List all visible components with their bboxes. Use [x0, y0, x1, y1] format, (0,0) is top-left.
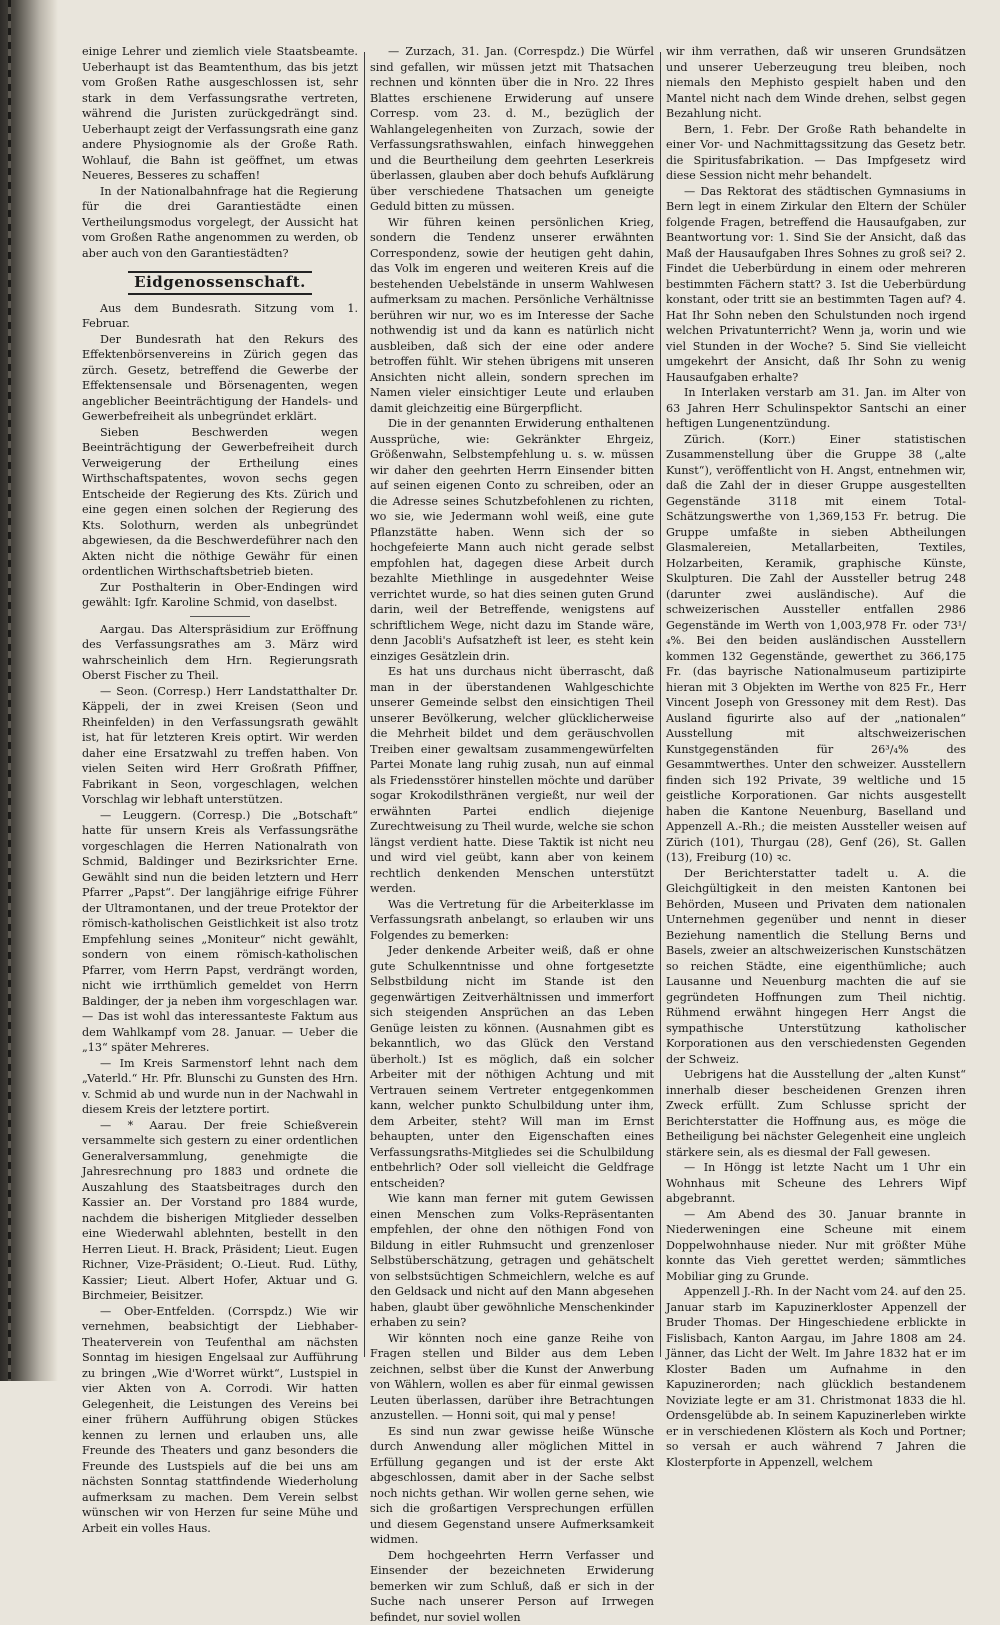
column-3 [666, 44, 966, 1372]
paragraph: Wir führen keinen persönlichen Krieg, sondern die Tendenz unserer erwähnten Correspondenz, sowie der heutigen geht dahin, das Volk im engeren und weiteren Kreis auf die bestehenden Uebelstände in unserm Wahlwesen aufmerksam zu machen. Persönliche Verhältnisse berühren wir nur, wo es im Interesse der Sache nothwendig ist und da kann es natürlich nicht ausbleiben, daß sich der eine oder andere betroffen fühlt. Wir stehen übrigens mit unseren Ansichten nicht allein, sondern sprechen im Namen vieler einsichtiger Leute und erlauben damit gleichzeitig eine Bürgerpflicht. [370, 215, 654, 417]
column-divider [364, 52, 365, 1357]
paragraph: In der Nationalbahnfrage hat die Regierung für die drei Garantiestädte einen Vertheilungsmodus vorgelegt, der Aussicht hat vom Großen Rathe angenommen zu werden, ob aber auch von den Garantiestädten? [82, 184, 358, 262]
paragraph: Dem hochgeehrten Herrn Verfasser und Einsender der bezeichneten Erwiderung bemerken wir zum Schluß, daß er sich in der Suche nach unserer Person auf Irrwegen befindet, nur soviel wollen [370, 1548, 654, 1625]
paragraph: — Das Rektorat des städtischen Gymnasiums in Bern legt in einem Zirkular den Eltern der Schüler folgende Fragen, betreffend die Hausaufgaben, zur Beantwortung vor: 1. Sind Sie der Ansicht, daß das Maß der Hausaufgaben Ihres Sohnes zu groß sei? 2. Findet die Ueberbürdung in einem oder mehreren bestimmten Fächern statt? 3. Ist die Ueberbürdung konstant, oder tritt sie an bestimmten Tagen auf? 4. Hat Ihr Sohn neben den Schulstunden noch irgend welchen Privatunterricht? Wenn ja, worin und wie viel Stunden in der Woche? 5. Sind Sie vielleicht umgekehrt der Ansicht, daß Ihr Sohn zu wenig Hausaufgaben erhalte? [666, 184, 966, 386]
separator-rule [190, 616, 250, 617]
newspaper-page [82, 44, 986, 1372]
paragraph: Wie kann man ferner mit gutem Gewissen einen Menschen zum Volks-Repräsentanten empfehlen, der ohne den nöthigen Fond von Bildung in eitler Ruhmsucht und grenzenloser Selbstüberschätzung, getragen und gehätschelt von selbstsüchtigen Schmeichlern, welche es auf den Geldsack und nicht auf den Mann abgesehen haben, glaubt über gewöhnliche Menschenkinder erhaben zu sein? [370, 1191, 654, 1331]
paragraph: — Seon. (Corresp.) Herr Landstatthalter Dr. Käppeli, der in zwei Kreisen (Seon und Rheinfelden) in den Verfassungsrath gewählt ist, hat für letzteren Kreis optirt. Wir werden daher eine Ersatzwahl zu treffen haben. Von vielen Seiten wird Herr Großrath Pfiffner, Fabrikant in Seon, vorgeschlagen, welchen Vorschlag wir lebhaft unterstützen. [82, 684, 358, 808]
paragraph: — In Höngg ist letzte Nacht um 1 Uhr ein Wohnhaus mit Scheune des Lehrers Wipf abgebrannt. [666, 1160, 966, 1207]
paragraph: Uebrigens hat die Ausstellung der „alten Kunst“ innerhalb dieser bescheidenen Grenzen ihren Zweck erfüllt. Zum Schlusse spricht der Berichterstatter die Hoffnung aus, es möge die Betheiligung bei nächster Gelegenheit eine ungleich stärkere sein, als es diesmal der Fall gewesen. [666, 1067, 966, 1160]
paragraph: — Im Kreis Sarmenstorf lehnt nach dem „Vaterld.“ Hr. Pfr. Blunschi zu Gunsten des Hrn. v. Schmid ab und wurde nun in der Nachwahl in diesem Kreis der letztere portirt. [82, 1056, 358, 1118]
paragraph: — Am Abend des 30. Januar brannte in Niederweningen eine Scheune mit einem Doppelwohnhause nieder. Nur mit größter Mühe konnte das Vieh gerettet werden; sämmtliches Mobiliar ging zu Grunde. [666, 1207, 966, 1285]
paragraph: In Interlaken verstarb am 31. Jan. im Alter von 63 Jahren Herr Schulinspektor Santschi an einer heftigen Lungenentzündung. [666, 385, 966, 432]
paragraph: einige Lehrer und ziemlich viele Staatsbeamte. Ueberhaupt ist das Beamtenthum, das bis jetzt vom Großen Rathe ausgeschlossen ist, sehr stark in dem Verfassungsrathe vertreten, während die Juristen zurückgedrängt sind. Ueberhaupt zeigt der Verfassungsrath eine ganz andere Physiognomie als der Große Rath. Wohlauf, die Bahn ist geöffnet, um etwas Neueres, Besseres zu schaffen! [82, 44, 358, 184]
paragraph: Zur Posthalterin in Ober-Endingen wird gewählt: Igfr. Karoline Schmid, von daselbst. [82, 580, 358, 611]
section-heading-wrap [82, 271, 358, 295]
paragraph: Appenzell J.-Rh. In der Nacht vom 24. auf den 25. Januar starb im Kapuzinerkloster Appenzell der Bruder Thomas. Der Hingeschiedene erblickte in Fislisbach, Kanton Aargau, im Jahre 1808 am 24. Jänner, das Licht der Welt. Im Jahre 1832 hat er im Kloster Baden um Aufnahme in den Kapuzinerorden; nach glücklich bestandenem Noviziate legte er am 31. Christmonat 1833 die hl. Ordensgelübde ab. In seinem Kapuzinerleben wirkte er in verschiedenen Klöstern als Koch und Portner; so versah er auch während 7 Jahren die Klosterpforte in Appenzell, welchem [666, 1284, 966, 1470]
paragraph: Die in der genannten Erwiderung enthaltenen Aussprüche, wie: Gekränkter Ehrgeiz, Größenwahn, Selbstempfehlung u. s. w. müssen wir daher den geehrten Herrn Einsender bitten auf seinen eigenen Conto zu schreiben, oder an die Adresse seines Schutzbefohlenen zu richten, wo sie, wie Jedermann wohl weiß, eine gute Pflanzstätte haben. Wenn sich der so hochgefeierte Mann auch nicht gerade selbst empfohlen hat, dagegen diese Arbeit durch bezahlte Miethlinge in ausgedehnter Weise verrichtet wurde, so hat dies seinen guten Grund darin, weil der Betreffende, wenigstens auf schriftlichem Wege, nicht dazu im Stande wäre, denn Jacobli's Aufsatzheft ist leer, es steht kein einziges Gesätzlein drin. [370, 416, 654, 664]
paragraph: — Leuggern. (Corresp.) Die „Botschaft“ hatte für unsern Kreis als Verfassungsräthe vorgeschlagen die Herren Nationalrath von Schmid, Baldinger und Bezirksrichter Erne. Gewählt sind nun die beiden letztern und Herr Pfarrer „Papst“. Der langjährige eifrige Führer der Ultramontanen, und der treue Protektor der römisch-katholischen Geistlichkeit ist also trotz Empfehlung seines „Moniteur“ nicht gewählt, sondern von einem römisch-katholischen Pfarrer, vom Herrn Papst, verdrängt worden, nicht wie irrthümlich gemeldet von Herrn Baldinger, der ja neben ihm vorgeschlagen war. — Das ist wohl das interessanteste Faktum aus dem Wahlkampf vom 28. Januar. — Ueber die „13“ später Mehreres. [82, 808, 358, 1056]
paragraph: Der Berichterstatter tadelt u. A. die Gleichgültigkeit in den meisten Kantonen bei Behörden, Museen und Privaten dem nationalen Unternehmen gegenüber und nennt in dieser Beziehung namentlich die Stellung Berns und Basels, zweier an altschweizerischen Kunstschätzen so reichen Städte, eine eigenthümliche; auch Lausanne und Neuenburg machten die auf sie gegründeten Hoffnungen zum Theil nichtig. Rühmend erwähnt hingegen Herr Angst die sympathische Unterstützung katholischer Korporationen aus den verschiedensten Gegenden der Schweiz. [666, 866, 966, 1068]
paragraph: Jeder denkende Arbeiter weiß, daß er ohne gute Schulkenntnisse und ohne fortgesetzte Selbstbildung nicht im Stande ist den gegenwärtigen Zeitverhältnissen und immerfort sich steigenden Ansprüchen an das Leben Genüge leisten zu können. (Ausnahmen gibt es bekanntlich, wo das Glück den Verstand überholt.) Ist es möglich, daß ein solcher Arbeiter mit der nöthigen Achtung und mit Vertrauen seinem Vertreter entgegenkommen kann, welcher punkto Schulbildung unter ihm, dem Arbeiter, steht? Will man im Ernst behaupten, unter den Eigenschaften eines Verfassungsraths-Mitgliedes sei die Schulbildung entbehrlich? Oder soll vielleicht die Geldfrage entscheiden? [370, 943, 654, 1191]
section-heading: Eidgenossenschaft. [128, 271, 312, 295]
paragraph: — Ober-Entfelden. (Corrspdz.) Wie wir vernehmen, beabsichtigt der Liebhaber-Theaterverein von Teufenthal am nächsten Sonntag im hiesigen Engelsaal zur Aufführung zu bringen „Wie d'Worret würkt“, Lustspiel in vier Akten von A. Corrodi. Wir hatten Gelegenheit, die Leistungen des Vereins bei einer frühern Aufführung obigen Stückes kennen zu lernen und erlauben uns, alle Freunde des Theaters und ganz besonders die Freunde des Lustspiels auf die bei uns am nächsten Sonntag stattfindende Wiederholung aufmerksam zu machen. Dem Verein selbst wünschen wir von Herzen fur seine Mühe und Arbeit ein volles Haus. [82, 1304, 358, 1537]
column-2 [370, 44, 654, 1372]
paragraph: Aus dem Bundesrath. Sitzung vom 1. Februar. [82, 301, 358, 332]
paragraph: Zürich. (Korr.) Einer statistischen Zusammenstellung über die Gruppe 38 („alte Kunst“), veröffentlicht von H. Angst, entnehmen wir, daß die Zahl der in dieser Gruppe ausgestellten Gegenstände 3118 mit einem Total-Schätzungswerthe von 1,369,153 Fr. betrug. Die Gruppe umfaßte in sieben Abtheilungen Glasmalereien, Metallarbeiten, Textiles, Holzarbeiten, Keramik, graphische Künste, Skulpturen. Die Zahl der Aussteller betrug 248 (darunter zwei ausländische). Auf die schweizerischen Aussteller entfallen 2986 Gegenstände im Werth von 1,003,978 Fr. oder 73¹/₄%. Bei den beiden ausländischen Ausstellern kommen 132 Gegenstände, gewerthet zu 366,175 Fr. (das bayrische Nationalmuseum partizipirte hieran mit 3 Objekten im Werthe von 825 Fr., Herr Vincent Joseph von Gressoney mit dem Rest). Das Ausland figurirte also auf der „nationalen“ Ausstellung mit altschweizerischen Kunstgegenständen für 26³/₄% des Gesammtwerthes. Unter den schweizer. Ausstellern finden sich 192 Private, 39 weltliche und 15 geistliche Korporationen. Gar nichts ausgestellt haben die Kantone Neuenburg, Baselland und Appenzell A.-Rh.; die meisten Aussteller weisen auf Zürich (101), Thurgau (28), Genf (26), St. Gallen (13), Freiburg (10) ꝛc. [666, 432, 966, 866]
paragraph: Es hat uns durchaus nicht überrascht, daß man in der überstandenen Wahlgeschichte unserer Gemeinde selbst den einsichtigen Theil unserer Bevölkerung, welcher glücklicherweise die Mehrheit bildet und dem geräuschvollen Treiben einer gewaltsam zusammengewürfelten Partei Monate lang ruhig zusah, nun auf einmal als Friedensstörer hinstellen möchte und darüber sogar Krokodilsthränen vergießt, nur weil der erwähnten Partei endlich diejenige Zurechtweisung zu Theil wurde, welche sie schon längst verdient hatte. Diese Taktik ist nicht neu und wird viel geübt, kann aber von keinem rechtlich denkenden Menschen unterstützt werden. [370, 664, 654, 897]
column-1 [82, 44, 358, 1372]
paragraph: — * Aarau. Der freie Schießverein versammelte sich gestern zu einer ordentlichen Generalversammlung, genehmigte die Jahresrechnung pro 1883 und ordnete die Auszahlung des Staatsbeitrages durch den Kassier an. Der Vorstand pro 1884 wurde, nachdem die bisherigen Mitglieder desselben eine Wiederwahl ablehnten, bestellt in den Herren Lieut. H. Brack, Präsident; Lieut. Eugen Richner, Vize-Präsident; O.-Lieut. Rud. Lüthy, Kassier; Lieut. Albert Hofer, Aktuar und G. Birchmeier, Beisitzer. [82, 1118, 358, 1304]
paragraph: wir ihm verrathen, daß wir unseren Grundsätzen und unserer Ueberzeugung treu bleiben, noch niemals den Mephisto gespielt haben und den Mantel nicht nach dem Winde drehen, selbst gegen Bezahlung nicht. [666, 44, 966, 122]
book-binding-edge [0, 0, 58, 1381]
paragraph: Was die Vertretung für die Arbeiterklasse im Verfassungsrath anbelangt, so erlauben wir uns Folgendes zu bemerken: [370, 897, 654, 944]
paragraph: Der Bundesrath hat den Rekurs des Effektenbörsenvereins in Zürich gegen das zürch. Gesetz, betreffend die Gewerbe der Effektensensale und Börsenagenten, wegen angeblicher Beeinträchtigung der Handels- und Gewerbefreiheit als unbegründet erklärt. [82, 332, 358, 425]
column-divider [660, 52, 661, 1357]
paragraph: Wir könnten noch eine ganze Reihe von Fragen stellen und Bilder aus dem Leben zeichnen, selbst über die Kunst der Anwerbung von Wählern, wollen es aber für einmal gewissen Leuten überlassen, darüber ihre Betrachtungen anzustellen. — Honni soit, qui mal y pense! [370, 1331, 654, 1424]
paragraph: Aargau. Das Alterspräsidium zur Eröffnung des Verfassungsrathes am 3. März wird wahrscheinlich dem Hrn. Regierungsrath Oberst Fischer zu Theil. [82, 622, 358, 684]
paragraph: — Zurzach, 31. Jan. (Correspdz.) Die Würfel sind gefallen, wir müssen jetzt mit Thatsachen rechnen und könnten über die in Nro. 22 Ihres Blattes erschienene Erwiderung auf unsere Corresp. vom 23. d. M., bezüglich der Wahlangelegenheiten von Zurzach, sowie der Verfassungsrathswahlen, einfach hinweggehen und die Beurtheilung dem geehrten Leserkreis überlassen, glauben aber doch behufs Aufklärung über verschiedene Thatsachen um geneigte Geduld bitten zu müssen. [370, 44, 654, 215]
paragraph: Bern, 1. Febr. Der Große Rath behandelte in einer Vor- und Nachmittagssitzung das Gesetz betr. die Spiritusfabrikation. — Das Impfgesetz wird diese Session nicht mehr behandelt. [666, 122, 966, 184]
paragraph: Es sind nun zwar gewisse heiße Wünsche durch Anwendung aller möglichen Mittel in Erfüllung gegangen und ist der erste Akt abgeschlossen, damit aber in der Sache selbst noch nichts gethan. Wir wollen gerne sehen, wie sich die großartigen Versprechungen erfüllen und diesem Gegenstand unsere Aufmerksamkeit widmen. [370, 1424, 654, 1548]
paragraph: Sieben Beschwerden wegen Beeinträchtigung der Gewerbefreiheit durch Verweigerung der Ertheilung eines Wirthschaftspatentes, wovon sechs gegen Entscheide der Regierung des Kts. Zürich und eine gegen einen solchen der Regierung des Kts. Solothurn, werden als unbegründet abgewiesen, da die Beschwerdeführer nach den Akten nicht die nöthige Gewähr für einen ordentlichen Wirthschaftsbetrieb bieten. [82, 425, 358, 580]
